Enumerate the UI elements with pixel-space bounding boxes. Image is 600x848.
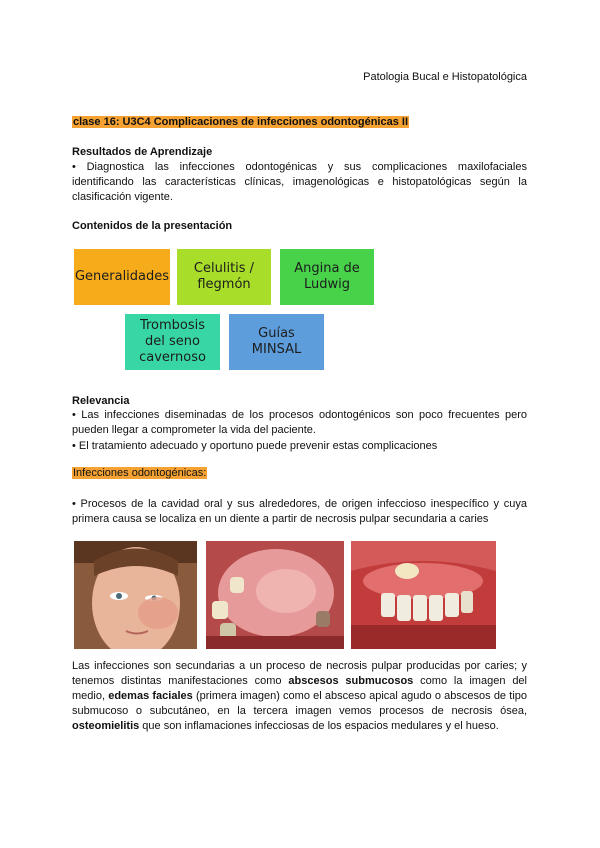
box-trombosis: Trombosis del seno cavernoso	[125, 314, 220, 370]
relevancia-line2: • El tratamiento adecuado y oportuno puede prevenir estas complicaciones	[72, 440, 438, 452]
page-title: clase 16: U3C4 Complicaciones de infecciones odontogénicas II	[73, 116, 408, 128]
contenidos-heading: Contenidos de la presentación	[72, 220, 233, 232]
facial-edema-photo	[74, 541, 197, 649]
images-caption	[72, 659, 527, 734]
relevancia-line1: • Las infecciones diseminadas de los procesos odontogénicos son poco frecuentes pero pueden llegar a comprometer la vida del paciente.	[72, 409, 527, 436]
infecciones-heading: Infecciones odontogénicas:	[73, 467, 207, 479]
resultados-text: • Diagnostica las infecciones odontogénicas y sus complicaciones maxilofaciales identificando las características clínicas, imagenológicas e histopatológicas según la clasificación vigente.	[72, 161, 527, 203]
caption-text-4: que son inflamaciones infecciosas de los espacios medulares y el hueso.	[139, 720, 499, 732]
resultados-heading: Resultados de Aprendizaje	[72, 146, 213, 158]
infecciones-text: • Procesos de la cavidad oral y sus alrededores, de origen infeccioso inespecífico y cuya primera causa se localiza en un diente a partir de necrosis pulpar secundaria a caries	[72, 498, 527, 525]
osteomyelitis-photo	[351, 541, 496, 649]
box-angina-ludwig: Angina de Ludwig	[280, 249, 374, 305]
submucosal-abscess-photo	[206, 541, 344, 649]
caption-bold-edemas: edemas faciales	[108, 690, 193, 702]
relevancia-heading: Relevancia	[72, 395, 130, 407]
box-guias-minsal: Guías MINSAL	[229, 314, 324, 370]
box-celulitis: Celulitis / flegmón	[177, 249, 271, 305]
box-generalidades: Generalidades	[74, 249, 170, 305]
caption-bold-abscesos: abscesos submucosos	[288, 675, 414, 687]
document-header: Patologia Bucal e Histopatológica	[363, 71, 527, 83]
caption-text-2: como la imagen del medio,	[72, 675, 527, 702]
caption-bold-osteomielitis: osteomielitis	[72, 720, 140, 732]
caption-text-3: (primera imagen) como el absceso apical agudo o abscesos de tipo submucoso o subcutáneo, en la tercera imagen vemos procesos de necrosis ósea,	[72, 690, 527, 717]
caption-text-1: Las infecciones son secundarias a un proceso de necrosis pulpar producidas por caries; y tenemos distintas manifestaciones como	[72, 660, 527, 687]
